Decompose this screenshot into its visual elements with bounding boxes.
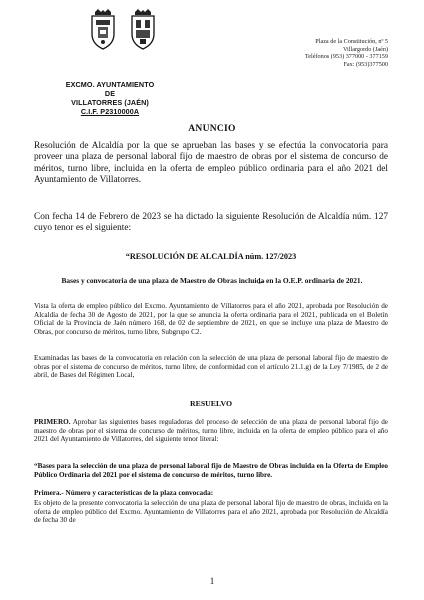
primero-label: PRIMERO.: [34, 418, 71, 426]
contact-block: [305, 38, 388, 68]
entity-line-3: VILLATORRES (JAÉN): [71, 98, 149, 107]
entity-cif: C.I.F. P2310000A: [80, 107, 140, 116]
primera-heading: Primera.- Número y características de la plaza convocada:: [34, 489, 214, 497]
contact-phones: Teléfonos (953) 377000 - 377159: [304, 53, 388, 61]
entity-name: [40, 80, 180, 116]
document-heading: ANUNCIO: [188, 124, 236, 134]
contact-fax: Fax: (953)377500: [343, 60, 388, 68]
resolution-subtitle: Bases y convocatoria de una plaza de Maestro de Obras incluida en la O.E.P. ordinaria de 2021.: [61, 276, 363, 285]
paragraph-vista: Vista la oferta de empleo público del Excmo. Ayuntamiento de Villatorres para el año 2021, aprobada por Resolución de Alcaldía de fecha 30 de Agosto de 2021, por la que se anuncia la oferta ordinaria para el 2021, publicada en el Boletín Oficial de la Provincia de Jaén número 168, de 02 de septiembre de 2021, en que se incluye una plaza de Maestro de Obras, por concurso de méritos, turno libre, Subgrupo C2.: [34, 302, 388, 337]
bases-title: “Bases para la selección de una plaza de personal laboral fijo de Maestro de Obras incluida en la Oferta de Empleo Público Ordinaria del 2021 por el sistema de concurso de méritos, turno libre.: [34, 462, 388, 479]
contact-town: Villargordo (Jaén): [342, 45, 388, 53]
primero-text: Aprobar las siguientes bases reguladoras del proceso de selección de una plaza de personal laboral fijo de maestro de obras por el sistema de concurso de méritos, turno libre, incluida en la oferta de empleo público para el año 2021 del Ayuntamiento de Villatorres, del siguiente tenor literal:: [34, 418, 388, 444]
resolution-title: “RESOLUCIÓN DE ALCALDÍA núm. 127/2023: [125, 252, 297, 261]
resuelvo-heading: RESUELVO: [189, 399, 233, 408]
entity-line-2: DE: [104, 89, 116, 98]
coat-of-arms-left-icon: [88, 8, 118, 50]
intro-paragraph: Resolución de Alcaldía por la que se aprueban las bases y se efectúa la convocatoria para proveer una plaza de personal laboral fijo de maestro de obras por el sistema de concurso de méritos, turno libre, incluida en la oferta de empleo público ordinaria para el año 2021 del Ayuntamiento de Villatorres.: [34, 141, 388, 186]
paragraph-primera: Es objeto de la presente convocatoria la selección de una plaza de personal laboral fijo de maestro de obras, incluida en la oferta de empleo público del Excmo. Ayuntamiento de Villatorres para el año 2021, aprobada por Resolución de Alcaldía de fecha 30 de: [34, 499, 388, 525]
entity-line-1: EXCMO. AYUNTAMIENTO: [65, 80, 155, 89]
date-paragraph: Con fecha 14 de Febrero de 2023 se ha dictado la siguiente Resolución de Alcaldía núm. 127 cuyo tenor es el siguiente:: [34, 212, 388, 234]
contact-address: Plaza de la Constitución, nº 5: [315, 38, 388, 45]
paragraph-examinadas: Examinadas las bases de la convocatoria en relación con la selección de una plaza de personal laboral fijo de maestro de obras por el sistema de concurso de méritos, turno libre, de conformidad con el artículo 21.1.g) de la Ley 7/1985, de 2 de abril, de Bases del Régimen Local,: [34, 354, 388, 380]
coat-of-arms-right-icon: [128, 8, 158, 50]
paragraph-primero: [34, 418, 388, 444]
page-number: 1: [209, 576, 215, 586]
